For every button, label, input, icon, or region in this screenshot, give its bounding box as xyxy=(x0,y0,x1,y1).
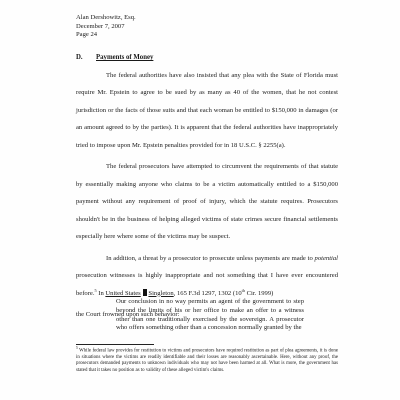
section-number: D. xyxy=(76,54,83,61)
paragraph-1: The federal authorities have also insisted that any plea with the State of Florida must require Mr. Epstein to agree to be sued by as many as 40 of the women, that he not contest jurisdiction or the facts of those suits and that each woman be entitled to $150,000 in damages (or an amount agreed to by the parties). It is apparent that the federal authorities have inappropriately tried to impose upon Mr. Epstein penalties provided for in 18 U.S.C. § 2255(a). xyxy=(76,72,338,149)
footnote-divider xyxy=(76,344,154,345)
paragraph-3-text-b: prosecution witnesses is highly inappropriate and not something that I have ever encountered before. xyxy=(76,272,338,297)
case-name-part-1: United States xyxy=(105,289,141,297)
recipient-name: Alan Dershowitz, Esq. xyxy=(76,14,136,21)
section-title: Payments of Money xyxy=(96,54,154,61)
letter-date: December 7, 2007 xyxy=(76,22,125,30)
paragraph-4: the Court frowned upon such behavior: xyxy=(76,311,180,319)
case-name-part-2: Singleton xyxy=(148,289,174,297)
section-heading xyxy=(76,54,153,61)
citation-text: , 165 F.3d 1297, 1302 (10 xyxy=(173,289,242,297)
footnote xyxy=(76,348,338,374)
footnote-reference: 5 xyxy=(94,287,97,293)
paragraph-2: The federal prosecutors have attempted to circumvent the requirements of that statute by essentially making anyone who claims to be a victim automatically entitled to a $150,000 payment without any requirement of proof of injury, which the statute requires. Prosecutors shouldn't be in the business of helping alleged victims of state crimes secure financial settlements especially here where some of the victims may be suspect. xyxy=(76,163,338,241)
paragraph-3-text-a: In addition, a threat by a prosecutor to prosecute unless payments are made to xyxy=(106,254,315,262)
paragraph-3 xyxy=(76,250,338,302)
footnote-paragraph xyxy=(76,348,338,374)
citation-court: Cir. 1999) xyxy=(244,289,274,297)
footnote-marker: 5 xyxy=(76,346,78,350)
paragraph-3-text-c: In xyxy=(96,289,106,297)
body-text xyxy=(76,67,338,328)
block-quote xyxy=(116,298,304,333)
redaction-mark xyxy=(143,289,147,296)
page-number: Page 24 xyxy=(76,31,98,39)
letter-header xyxy=(76,14,136,40)
footnote-text: While federal law provides for restitution to victims and prosecutors have required restitution as part of plea agreements, it is done in situations where the victims are readily identifiable and their losses are reasonably ascertainable. Here, without any proof, the prosecutors demanded payments to unknown individuals who may not have been harmed at all. What is more, the government has stated that it takes no position as to validity of these alleged victim's claims. xyxy=(76,348,338,373)
emphasis-potential: potential xyxy=(314,254,338,262)
block-quote-text: Our conclusion in no way permits an agent of the government to step beyond the limits of his or her office to make an offer to a witness other than one traditionally exercised by the sovereign. A prosecutor who offers something other than a concession normally granted by the xyxy=(116,298,304,332)
ordinal-suffix: th xyxy=(241,287,245,293)
